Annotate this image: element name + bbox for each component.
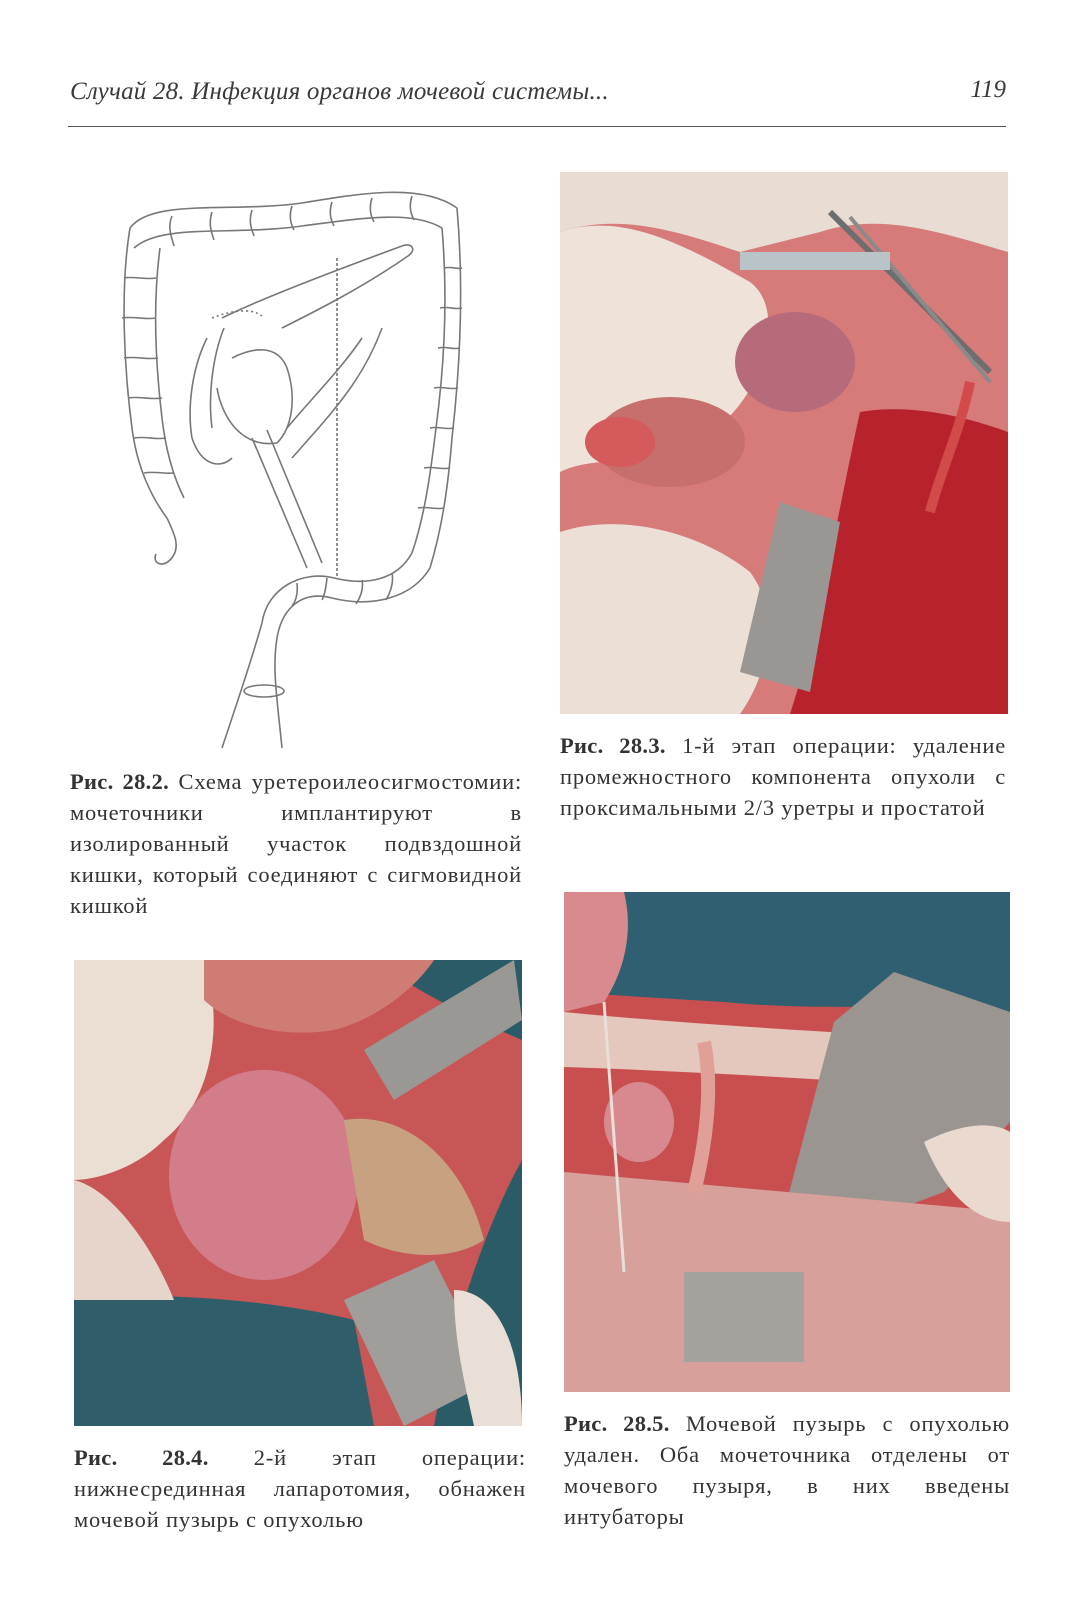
figure-28-5-photo [564,892,1010,1392]
running-header: Случай 28. Инфекция органов мочевой системы... [70,78,609,105]
figure-label: Рис. 28.2. [70,769,170,794]
figure-28-2-diagram [112,168,472,748]
figure-28-3-photo [560,172,1008,714]
caption-text: Мочевой пузырь с опухолью удален. Оба мочеточника отделены от мочевого пузыря, в них введены интубаторы [564,1411,1010,1529]
figure-label: Рис. 28.4. [74,1445,209,1470]
figure-28-4-photo [74,960,522,1426]
figure-label: Рис. 28.3. [560,733,666,758]
caption-text: 1-й этап операции: удаление промежностного компонента опухоли с проксимальными 2/3 уретры и простатой [560,733,1006,820]
figure-28-2-caption [70,766,522,921]
figure-28-4-caption [74,1442,526,1535]
page-number: 119 [970,76,1006,103]
caption-text: Схема уретероилеосигмостомии: мочеточники имплантируют в изолированный участок подвздошной кишки, который соединяют с сигмовидной кишкой [70,769,522,918]
figure-label: Рис. 28.5. [564,1411,670,1436]
caption-text: 2-й этап операции: нижнесрединная лапаротомия, обнажен мочевой пузырь с опухолью [74,1445,526,1532]
figure-28-3-caption [560,730,1006,823]
figure-28-5-caption [564,1408,1010,1532]
header-divider [68,126,1006,127]
